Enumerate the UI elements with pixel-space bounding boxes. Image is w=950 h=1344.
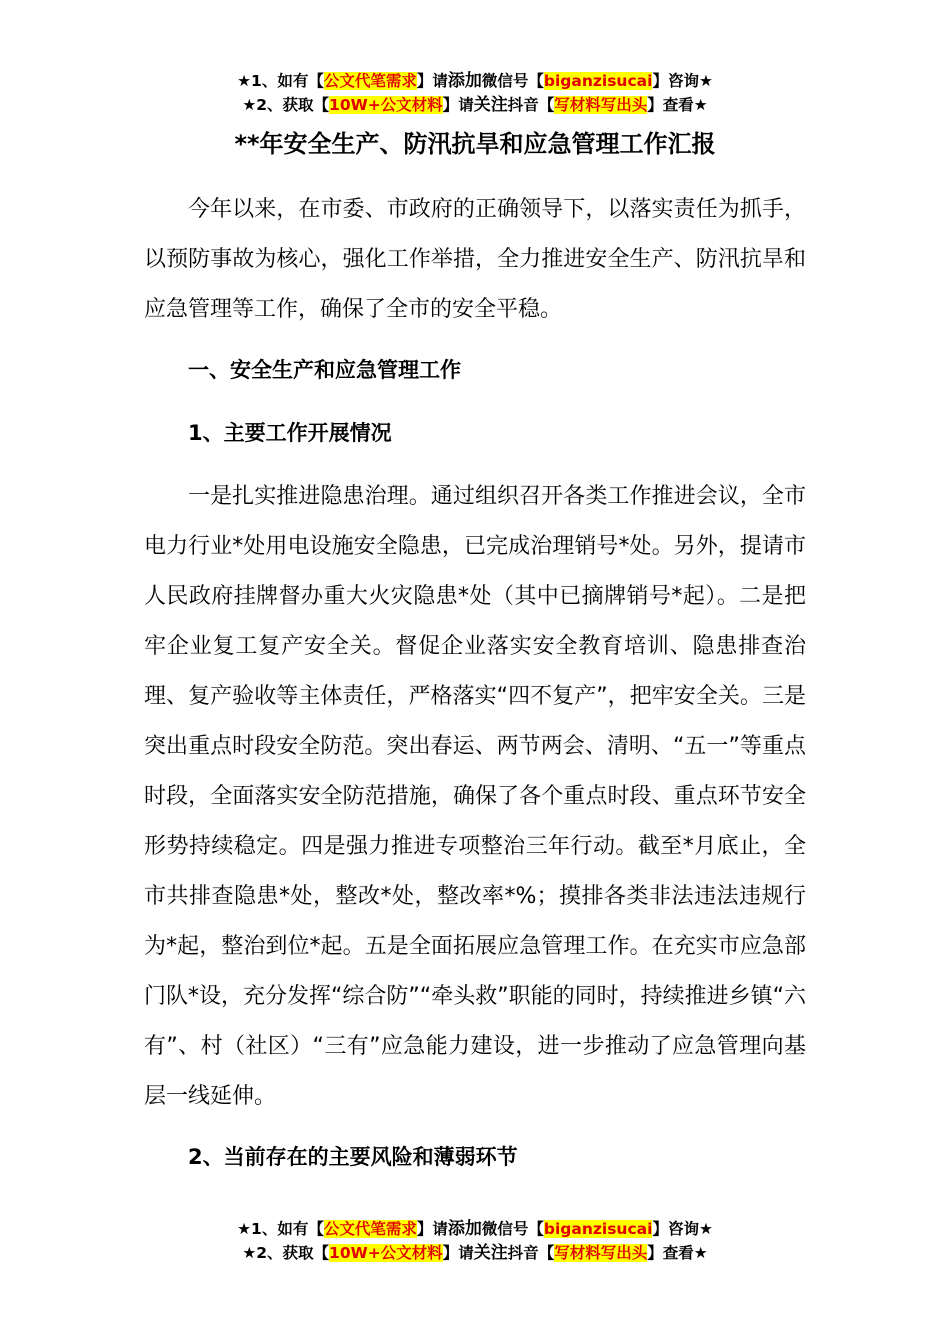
ad-highlight-materials: 10W+公文材料 [329,96,443,114]
ad-banner-bottom-line1 [0,1218,950,1240]
ad-text: 】咨询★ [652,72,713,90]
subsection-heading-2: 2、当前存在的主要风险和薄弱环节 [188,1145,518,1169]
ad-banner-top-line2 [0,94,950,116]
subsection-heading-1: 1、主要工作开展情况 [188,421,392,445]
ad-text: 】咨询★ [652,1220,713,1238]
ad-banner-bottom-line2 [0,1242,950,1264]
ad-text: 】请 [416,72,448,90]
ad-text: 】查看★ [647,96,708,114]
ad-text: 微信号【 [481,1220,544,1238]
ad-emphasis: 关注 [473,95,508,115]
ad-highlight-wechat: biganzisucai [543,1220,653,1238]
ad-text: 】请 [442,1244,474,1262]
ad-highlight-wechat: biganzisucai [543,72,653,90]
ad-text: ★1、如有【 [237,1220,324,1238]
ad-text: 抖音【 [507,96,555,114]
ad-highlight-service: 公文代笔需求 [323,72,417,90]
intro-paragraph: 今年以来，在市委、市政府的正确领导下，以落实责任为抓手，以预防事故为核心，强化工作举措，全力推进安全生产、防汛抗旱和应急管理等工作，确保了全市的安全平稳。 [144,197,806,322]
ad-highlight-douyin: 写材料写出头 [554,1244,648,1262]
ad-text: ★1、如有【 [237,72,324,90]
ad-text: ★2、获取【 [242,96,330,114]
ad-highlight-douyin: 写材料写出头 [554,96,648,114]
subsection-1-body: 一是扎实推进隐患治理。通过组织召开各类工作推进会议，全市电力行业*处用电设施安全隐患，已完成治理销号*处。另外，提请市人民政府挂牌督办重大火灾隐患*处（其中已摘牌销号*起）。二是把牢企业复工复产安全关。督促企业落实安全教育培训、隐患排查治理、复产验收等主体责任，严格落实“四不复产”，把牢安全关。三是突出重点时段安全防范。突出春运、两节两会、清明、“五一”等重点时段，全面落实安全防范措施，确保了各个重点时段、重点环节安全形势持续稳定。四是强力推进专项整治三年行动。截至*月底止，全市共排查隐患*处，整改*处，整改率*%；摸排各类非法违法违规行为*起，整治到位*起。五是全面拓展应急管理工作。在充实市应急部门队*设，充分发挥“综合防”“牵头救”职能的同时，持续推进乡镇“六有”、村（社区）“三有”应急能力建设，进一步推动了应急管理向基层一线延伸。 [144,484,806,1109]
document-title: **年安全生产、防汛抗旱和应急管理工作汇报 [234,130,716,158]
ad-text: 抖音【 [507,1244,555,1262]
ad-text: 微信号【 [481,72,544,90]
ad-text: 】请 [442,96,474,114]
ad-banner-top-line1 [0,70,950,92]
ad-highlight-materials: 10W+公文材料 [329,1244,443,1262]
ad-text: 】查看★ [647,1244,708,1262]
ad-emphasis: 关注 [473,1243,508,1263]
ad-emphasis: 添加 [447,71,482,91]
ad-text: ★2、获取【 [242,1244,330,1262]
section-heading-1: 一、安全生产和应急管理工作 [188,358,461,382]
ad-highlight-service: 公文代笔需求 [323,1220,417,1238]
ad-emphasis: 添加 [447,1219,482,1239]
ad-text: 】请 [416,1220,448,1238]
